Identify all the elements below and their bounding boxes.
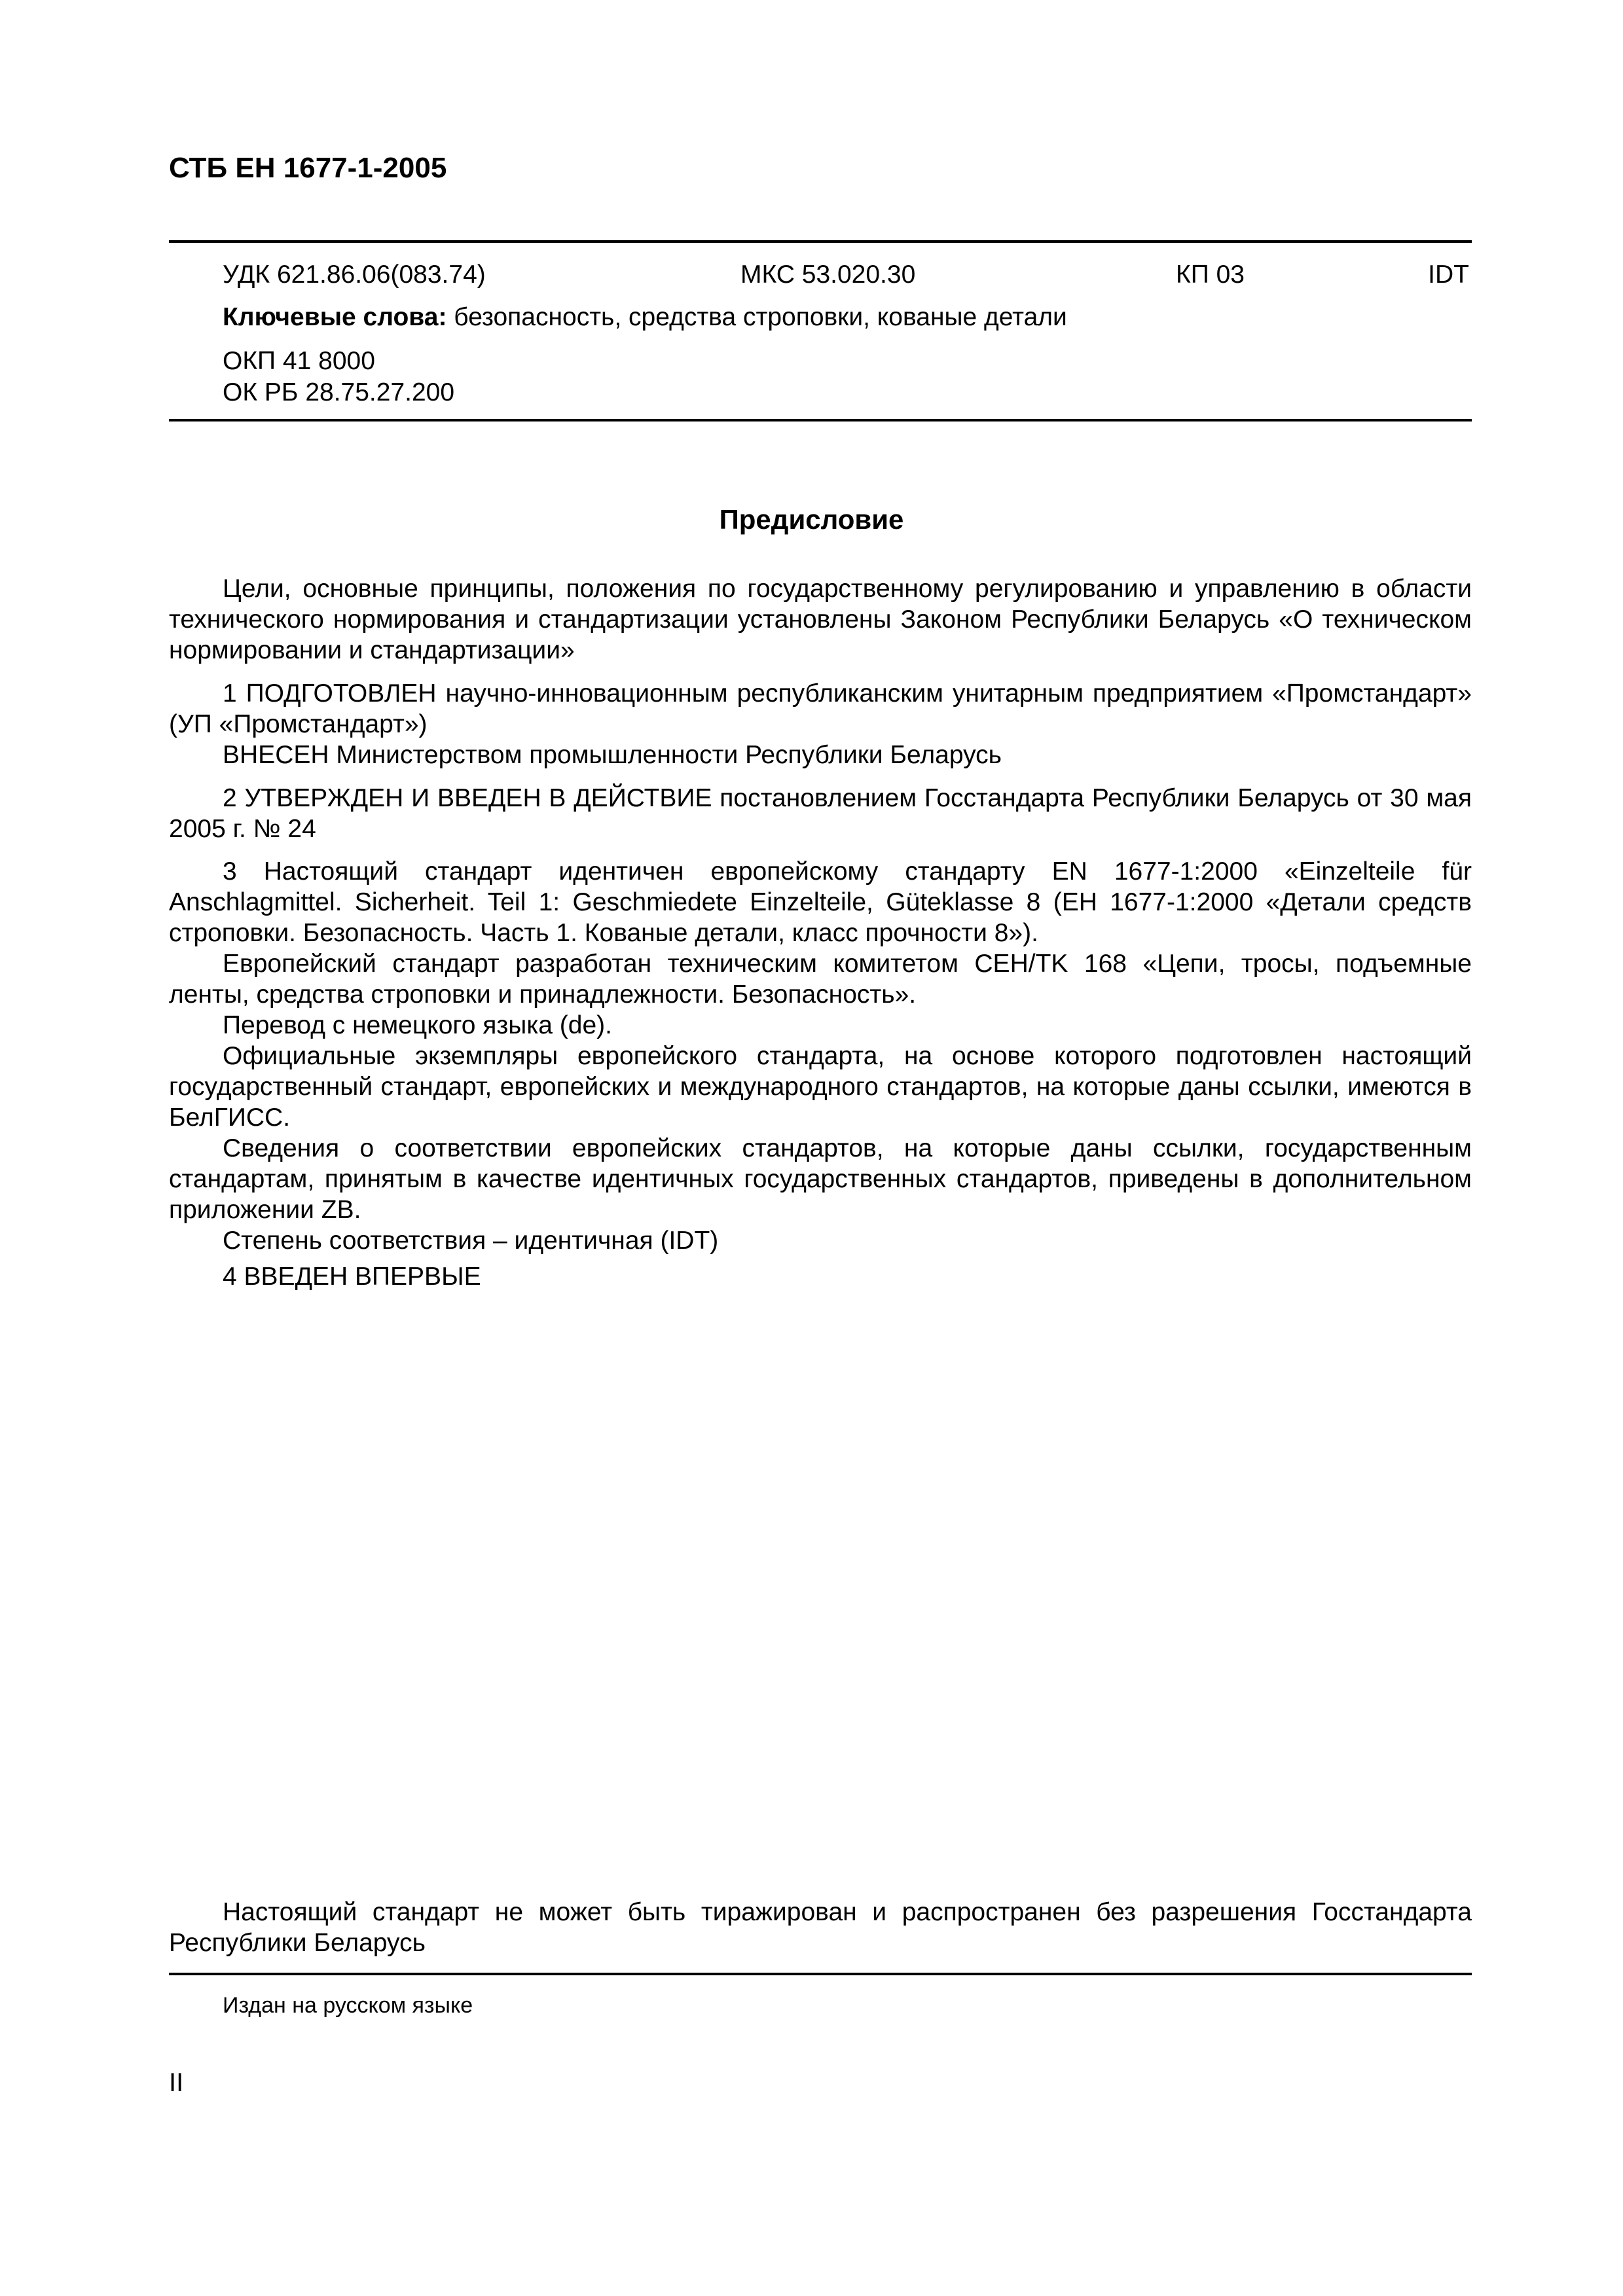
item-2: 2 УТВЕРЖДЕН И ВВЕДЕН В ДЕЙСТВИЕ постановлением Госстандарта Республики Беларусь от 30 мая 2005 г. № 24: [169, 784, 1472, 843]
classification-rule: [169, 419, 1472, 422]
item-1-block: [169, 678, 1472, 770]
ok-rb-code: ОК РБ 28.75.27.200: [223, 378, 455, 406]
footer-rule: [169, 1973, 1472, 1975]
mks-code: МКС 53.020.30: [740, 260, 916, 289]
item-3-translation: Перевод с немецкого языка (de).: [223, 1011, 612, 1039]
item-1-introduced: ВНЕСЕН Министерством промышленности Республики Беларусь: [223, 741, 1002, 769]
item-2-block: [169, 783, 1472, 844]
document-code: СТБ ЕН 1677-1-2005: [169, 152, 447, 184]
item-3-degree: Степень соответствия – идентичная (IDT): [223, 1227, 719, 1255]
copyright-notice: Настоящий стандарт не может быть тиражирован и распространен без разрешения Госстандарта Республики Беларусь: [169, 1898, 1472, 1957]
keywords-label: Ключевые слова:: [223, 303, 447, 331]
copyright-notice-block: [169, 1897, 1472, 1958]
item-4: 4 ВВЕДЕН ВПЕРВЫЕ: [223, 1263, 481, 1291]
foreword-intro: Цели, основные принципы, положения по государственному регулированию и управлению в области технического нормирования и стандартизации установлены Законом Республики Беларусь «О техническом нормировании и стандартизации»: [169, 575, 1472, 664]
item-1: 1 ПОДГОТОВЛЕН научно-инновационным республиканским унитарным предприятием «Промстандарт» (УП «Промстандарт»): [169, 679, 1472, 738]
item-3-block: [169, 856, 1472, 1292]
foreword-intro-block: [169, 573, 1472, 666]
udc-code: УДК 621.86.06(083.74): [223, 260, 486, 289]
okp-code: ОКП 41 8000: [223, 347, 375, 375]
publisher-note: Издан на русском языке: [223, 1993, 473, 2018]
item-3: 3 Настоящий стандарт идентичен европейскому стандарту EN 1677-1:2000 «Einzelteile für Anschlagmittel. Sicherheit. Teil 1: Geschmiedete Einzelteile, Güteklasse 8 (ЕН 1677-1:2000 «Детали средств строповки. Безопасность. Часть 1. Кованые детали, класс прочности 8»).: [169, 857, 1472, 947]
item-3-committee: Европейский стандарт разработан техническим комитетом CEH/TK 168 «Цепи, тросы, подъемные ленты, средства строповки и принадлежности. Безопасность».: [169, 950, 1472, 1009]
foreword-title: Предисловие: [719, 504, 904, 535]
page-number: II: [169, 2068, 184, 2097]
item-3-official-copies: Официальные экземпляры европейского стандарта, на основе которого подготовлен настоящий государственный стандарт, европейских и международного стандартов, на которые даны ссылки, имеются в БелГИСС.: [169, 1042, 1472, 1132]
item-3-correspondence: Сведения о соответствии европейских стандартов, на которые даны ссылки, государственным стандартам, принятым в качестве идентичных государственных стандартов, приведены в дополнительном приложении ZB.: [169, 1134, 1472, 1224]
top-rule: [169, 240, 1472, 243]
keywords-line: [223, 303, 1067, 332]
kp-code: КП 03: [1176, 260, 1245, 289]
keywords-value: безопасность, средства строповки, кованые детали: [447, 303, 1067, 331]
idt-code: IDT: [1428, 260, 1469, 289]
